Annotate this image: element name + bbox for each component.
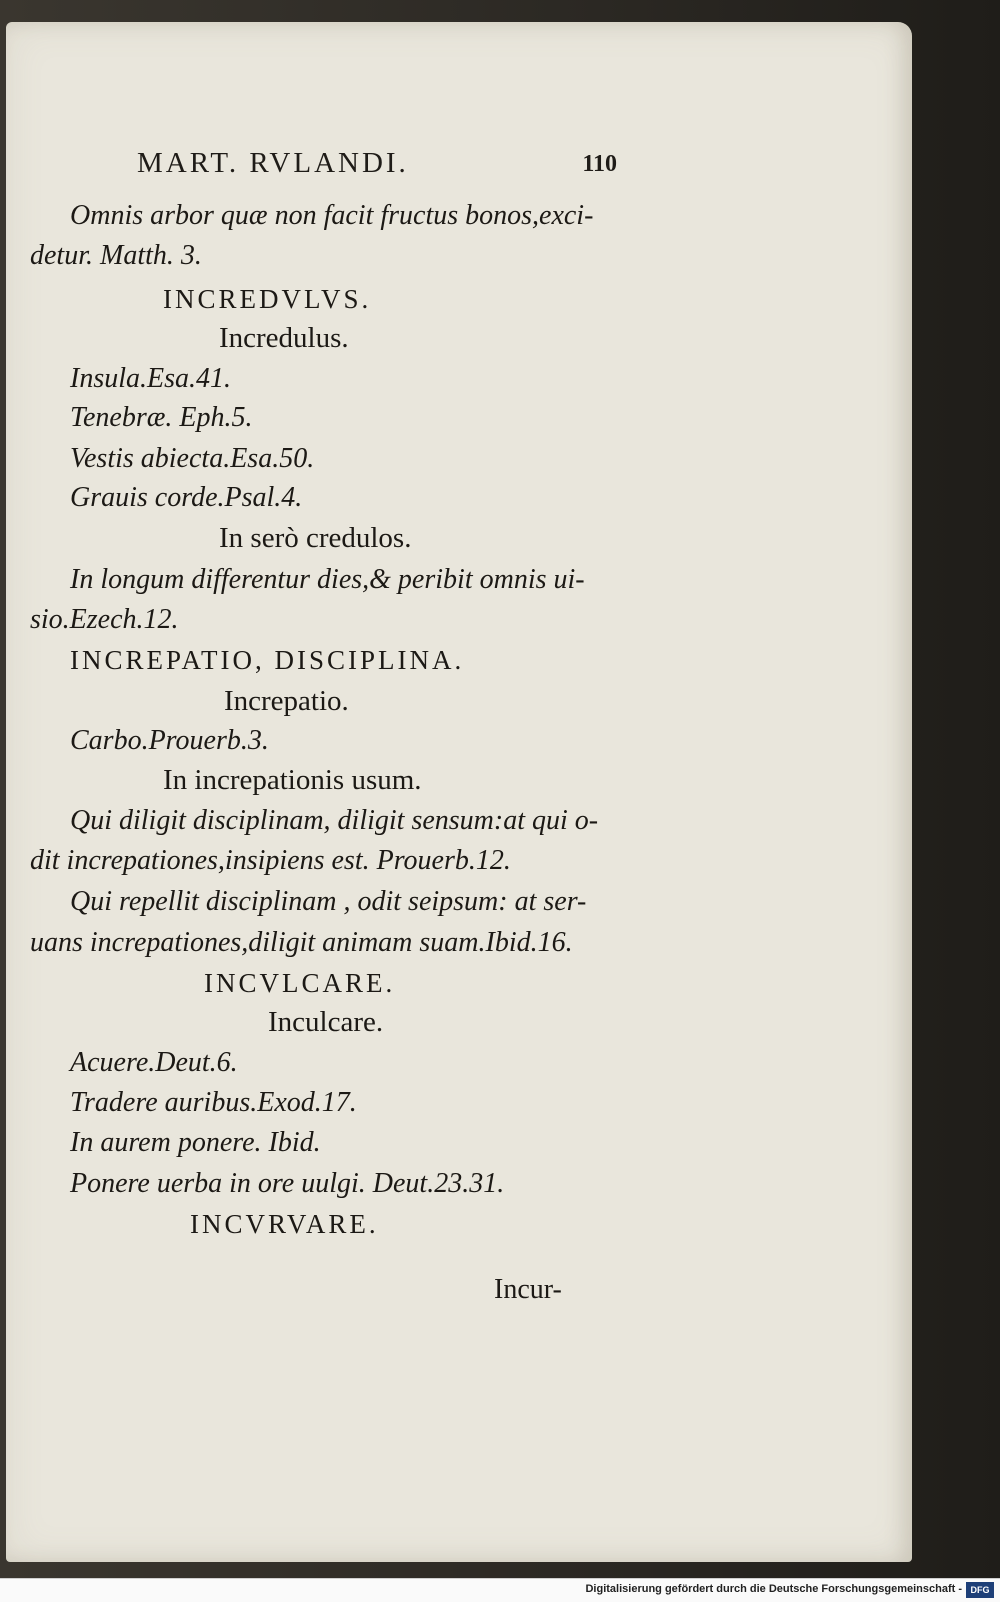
catchword: Incur- [494,1274,562,1305]
entry-line: Omnis arbor quæ non facit fructus bonos,exci- [70,200,594,231]
entry-line: Tradere auribus.Exod.17. [70,1087,357,1118]
entry-line: Carbo.Prouerb.3. [70,725,269,756]
entry-line: Qui diligit disciplinam, diligit sensum:at qui o- [70,805,599,836]
subheading: Increpatio. [224,685,349,717]
funding-credit: Digitalisierung gefördert durch die Deutsche Forschungsgemeinschaft - [585,1583,962,1595]
section-heading: INCREPATIO, DISCIPLINA. [70,645,465,675]
subheading: Incredulus. [219,322,349,354]
page-number: 110 [582,151,617,177]
running-head [137,147,617,187]
entry-line: uans increpationes,diligit animam suam.Ibid.16. [30,927,573,958]
section-heading: INCVRVARE. [190,1209,379,1239]
entry-line: Vestis abiecta.Esa.50. [70,443,315,474]
dfg-logo: DFG [966,1582,994,1598]
entry-line: In aurem ponere. Ibid. [70,1127,321,1158]
entry-line: sio.Ezech.12. [30,604,179,635]
entry-line: dit increpationes,insipiens est. Prouerb.12. [30,845,511,876]
entry-line: In longum differentur dies,& peribit omnis ui- [70,564,585,595]
entry-line: Tenebræ. Eph.5. [70,402,253,433]
digitization-footer [0,1578,1000,1602]
subheading: In serò credulos. [219,522,412,554]
subheading: Inculcare. [268,1006,384,1038]
entry-line: Grauis corde.Psal.4. [70,482,303,513]
entry-line: Insula.Esa.41. [70,363,231,394]
section-heading: INCREDVLVS. [163,284,372,314]
section-heading: INCVLCARE. [204,968,396,998]
running-head-title: MART. RVLANDI. [137,147,409,179]
entry-line: detur. Matth. 3. [30,240,202,271]
entry-line: Ponere uerba in ore uulgi. Deut.23.31. [70,1168,505,1199]
entry-line: Acuere.Deut.6. [70,1047,238,1078]
subheading: In increpationis usum. [163,764,422,796]
entry-line: Qui repellit disciplinam , odit seipsum: at ser- [70,886,587,917]
